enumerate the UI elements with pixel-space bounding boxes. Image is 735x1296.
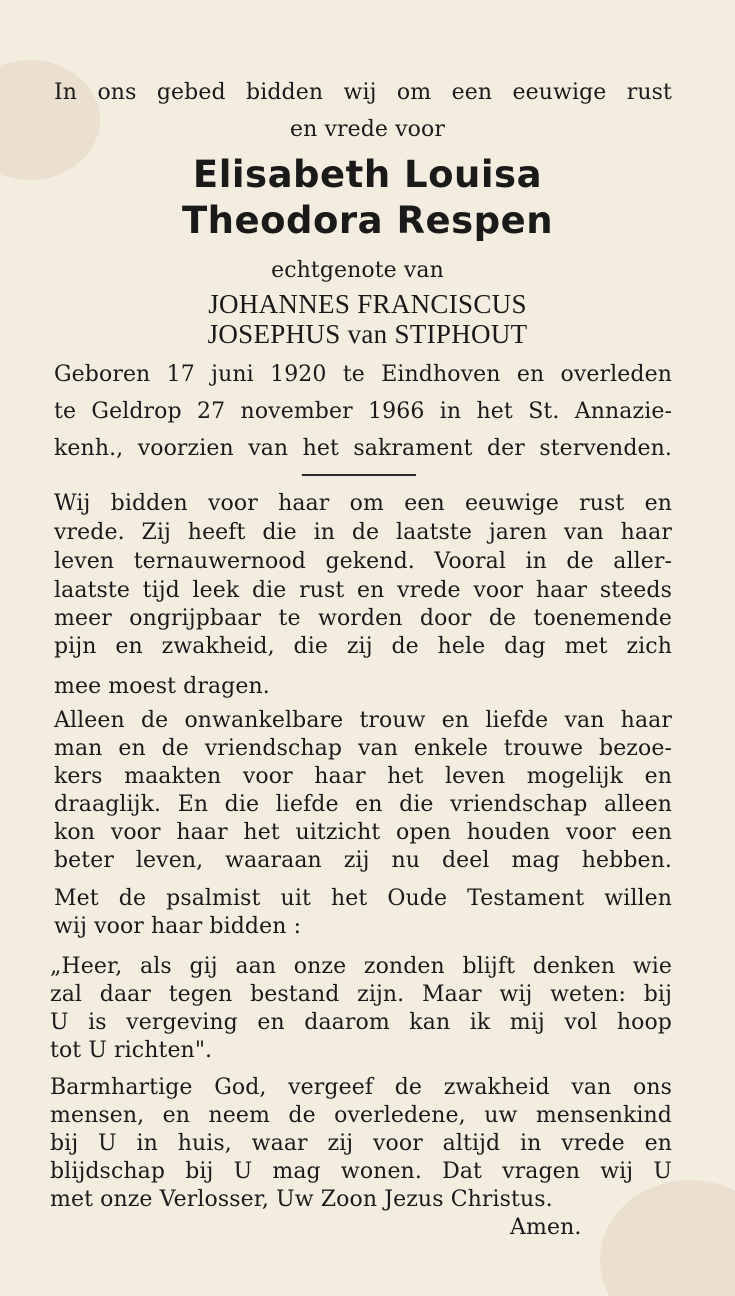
prayer-line-5: met onze Verlosser, Uw Zoon Jezus Christus.	[50, 1187, 553, 1212]
prayer-line-3: bij U in huis, waar zij voor altijd in vrede en	[50, 1131, 672, 1156]
paragraph2-line-5: kon voor haar het uitzicht open houden voor een	[54, 820, 672, 845]
paragraph2-line-1: Alleen de onwankelbare trouw en liefde van haar	[54, 708, 672, 733]
deceased-name-line-2: Theodora Respen	[181, 199, 554, 242]
paragraph1-line-2: vrede. Zij heeft die in de laatste jaren van haar	[54, 520, 672, 545]
paragraph2-line-4: draaglijk. En die liefde en die vriendschap alleen	[54, 792, 672, 817]
psalm-line-3: U is vergeving en daarom kan ik mij vol hoop	[50, 1010, 672, 1035]
dates-line-3: kenh., voorzien van het sakrament der stervenden.	[54, 436, 672, 461]
paragraph1-line-7: mee moest dragen.	[54, 674, 270, 699]
psalm-line-1: „Heer, als gij aan onze zonden blijft denken wie	[50, 954, 672, 979]
paragraph1-line-1: Wij bidden voor haar om een eeuwige rust en	[54, 491, 672, 516]
paragraph1-line-3: leven ternauwernood gekend. Vooral in de aller-	[54, 549, 672, 574]
paper-stain	[600, 1180, 735, 1296]
paragraph1-line-4: laatste tijd leek die rust en vrede voor haar steeds	[54, 578, 672, 603]
paragraph2-line-2: man en de vriendschap van enkele trouwe bezoe-	[54, 736, 672, 761]
closing-amen: Amen.	[510, 1215, 582, 1240]
prayer-line-4: blijdschap bij U mag wonen. Dat vragen wij U	[50, 1159, 672, 1184]
paragraph2-line-6: beter leven, waaraan zij nu deel mag hebben.	[54, 848, 672, 873]
paragraph3-line-2: wij voor haar bidden :	[54, 914, 302, 939]
spouse-name-line-1: JOHANNES FRANCISCUS	[208, 289, 527, 319]
divider-rule	[302, 474, 416, 476]
paragraph1-line-6: pijn en zwakheid, die zij de hele dag met zich	[54, 634, 672, 659]
dates-line-2: te Geldrop 27 november 1966 in het St. Annazie-	[54, 399, 672, 424]
paragraph1-line-5: meer ongrijpbaar te worden door de toenemende	[54, 606, 672, 631]
psalm-line-4: tot U richten".	[50, 1038, 213, 1063]
intro-line-1: In ons gebed bidden wij om een eeuwige rust	[54, 80, 672, 105]
paragraph3-line-1: Met de psalmist uit het Oude Testament willen	[54, 886, 672, 911]
prayer-line-1: Barmhartige God, vergeef de zwakheid van ons	[50, 1075, 672, 1100]
spouse-relation: echtgenote van	[271, 258, 444, 283]
psalm-line-2: zal daar tegen bestand zijn. Maar wij weten: bij	[50, 982, 672, 1007]
paragraph2-line-3: kers maakten voor haar het leven mogelijk en	[54, 764, 672, 789]
prayer-line-2: mensen, en neem de overledene, uw mensenkind	[50, 1103, 672, 1128]
deceased-name-line-1: Elisabeth Louisa	[192, 153, 543, 196]
dates-line-1: Geboren 17 juni 1920 te Eindhoven en overleden	[54, 362, 672, 387]
spouse-name-line-2: JOSEPHUS van STIPHOUT	[207, 319, 528, 349]
intro-line-2: en vrede voor	[290, 117, 445, 142]
